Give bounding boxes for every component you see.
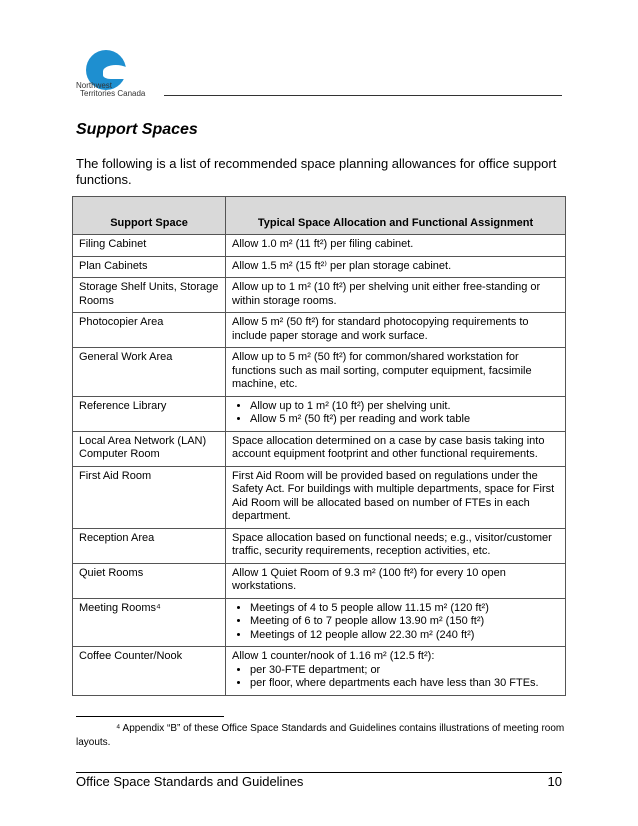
allocation-text: Allow 1 Quiet Room of 9.3 m² (100 ft²) for every 10 open workstations. bbox=[232, 566, 506, 592]
footnote-rule bbox=[76, 716, 224, 717]
allocation-cell bbox=[226, 348, 566, 397]
allocation-cell bbox=[226, 431, 566, 466]
support-space-cell: Meeting Rooms⁴ bbox=[73, 598, 226, 647]
allocation-text: Allow 1 counter/nook of 1.16 m² (12.5 ft²): bbox=[232, 650, 435, 662]
table-row bbox=[73, 396, 566, 431]
allocation-cell bbox=[226, 647, 566, 696]
intro-paragraph: The following is a list of recommended space planning allowances for office support functions. bbox=[76, 156, 557, 187]
table-row bbox=[73, 528, 566, 563]
allocation-text: Allow 1.0 m² (11 ft²) per filing cabinet. bbox=[232, 238, 414, 250]
support-space-cell: First Aid Room bbox=[73, 466, 226, 528]
section-title: Support Spaces bbox=[76, 121, 198, 138]
allocation-text: Allow 5 m² (50 ft²) for standard photocopying requirements to include paper storage and work surface. bbox=[232, 316, 529, 342]
table-row bbox=[73, 278, 566, 313]
allocation-text: Allow 1.5 m² (15 ft²⁾ per plan storage cabinet. bbox=[232, 259, 452, 272]
allocation-list bbox=[232, 664, 559, 691]
allocation-list bbox=[232, 602, 559, 643]
table-row bbox=[73, 235, 566, 257]
logo-line2: Territories Canada bbox=[80, 89, 146, 98]
support-space-cell: Reception Area bbox=[73, 528, 226, 563]
support-spaces-table bbox=[72, 196, 566, 696]
list-item: • per floor, where departments each have less than 30 FTEs. bbox=[250, 677, 559, 691]
support-space-cell: Reference Library bbox=[73, 396, 226, 431]
table-row bbox=[73, 647, 566, 696]
list-item: • Meetings of 4 to 5 people allow 11.15 m² (120 ft²) bbox=[250, 602, 559, 616]
support-space-cell: Photocopier Area bbox=[73, 313, 226, 348]
footer-title: Office Space Standards and Guidelines bbox=[76, 774, 304, 789]
footnote: ⁴ Appendix “B” of these Office Space Standards and Guidelines contains illustrations of meeting room layouts. bbox=[76, 723, 565, 748]
allocation-list bbox=[232, 400, 559, 427]
support-space-cell: General Work Area bbox=[73, 348, 226, 397]
list-item: • Meetings of 12 people allow 22.30 m² (240 ft²) bbox=[250, 629, 559, 643]
logo-line1: Northwest bbox=[76, 81, 113, 90]
header-support-space: Support Space bbox=[73, 197, 226, 235]
allocation-text: Allow up to 1 m² (10 ft²) per shelving unit either free-standing or within storage rooms. bbox=[232, 281, 541, 307]
nwt-logo bbox=[76, 50, 176, 105]
allocation-cell bbox=[226, 466, 566, 528]
list-item: • per 30-FTE department; or bbox=[250, 664, 559, 678]
allocation-cell bbox=[226, 278, 566, 313]
allocation-cell bbox=[226, 256, 566, 278]
allocation-text: Space allocation determined on a case by case basis taking into account equipment footprint and other functional requirements. bbox=[232, 434, 545, 460]
header-rule bbox=[164, 95, 562, 96]
header-allocation: Typical Space Allocation and Functional Assignment bbox=[226, 197, 566, 235]
support-space-cell: Filing Cabinet bbox=[73, 235, 226, 257]
allocation-text: Allow up to 5 m² (50 ft²) for common/shared workstation for functions such as mail sorting, computer equipment, facsimile machine, etc. bbox=[232, 351, 532, 390]
table-row bbox=[73, 598, 566, 647]
allocation-text: Space allocation based on functional needs; e.g., visitor/customer traffic, security requirements, reception activities, etc. bbox=[232, 531, 552, 557]
support-space-cell: Storage Shelf Units, Storage Rooms bbox=[73, 278, 226, 313]
allocation-cell bbox=[226, 235, 566, 257]
support-space-cell: Quiet Rooms bbox=[73, 563, 226, 598]
allocation-cell bbox=[226, 563, 566, 598]
table-row bbox=[73, 348, 566, 397]
list-item: • Allow up to 1 m² (10 ft²) per shelving unit. bbox=[250, 400, 559, 414]
allocation-cell bbox=[226, 598, 566, 647]
list-item: • Allow 5 m² (50 ft²) per reading and work table bbox=[250, 413, 559, 427]
table-row bbox=[73, 431, 566, 466]
table-row bbox=[73, 256, 566, 278]
support-space-cell: Plan Cabinets bbox=[73, 256, 226, 278]
allocation-text: First Aid Room will be provided based on regulations under the Safety Act. For buildings with multiple departments, space for First Aid Room will be allocated based on number of FTEs in each department. bbox=[232, 469, 555, 522]
table-row bbox=[73, 466, 566, 528]
table-row bbox=[73, 313, 566, 348]
support-space-cell: Local Area Network (LAN) Computer Room bbox=[73, 431, 226, 466]
allocation-cell bbox=[226, 313, 566, 348]
allocation-cell bbox=[226, 396, 566, 431]
page-number: 10 bbox=[547, 774, 562, 789]
allocation-cell bbox=[226, 528, 566, 563]
support-space-cell: Coffee Counter/Nook bbox=[73, 647, 226, 696]
table-row bbox=[73, 563, 566, 598]
footer-rule bbox=[76, 772, 562, 773]
list-item: • Meeting of 6 to 7 people allow 13.90 m² (150 ft²) bbox=[250, 615, 559, 629]
